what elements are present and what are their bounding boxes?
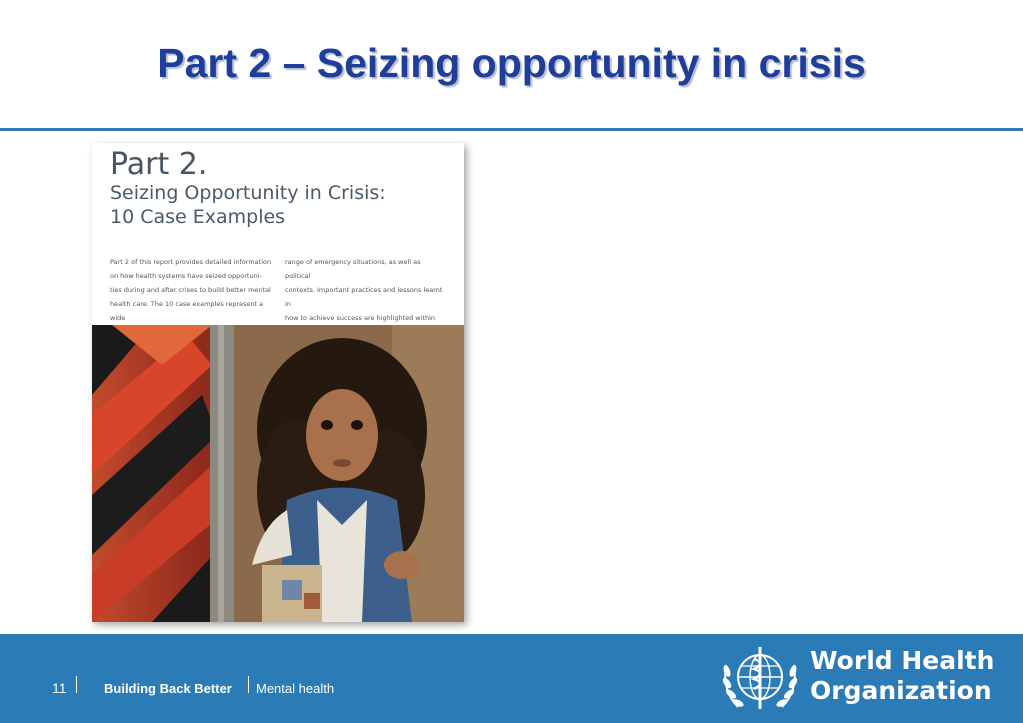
footer-subtitle: Mental health (256, 681, 335, 696)
document-body-left-column (110, 255, 273, 325)
footer-separator (76, 676, 77, 693)
document-subtitle-line-2: 10 Case Examples (110, 206, 286, 228)
body-line: ties during and after crises to build better mental (110, 286, 271, 294)
document-page-image (92, 143, 464, 622)
footer-title: Building Back Better (104, 681, 232, 696)
who-logo-line-2: Organization (810, 676, 992, 705)
who-emblem-icon (718, 643, 802, 715)
body-line: range of emergency situations, as well as political (285, 258, 421, 280)
cover-photo-child (92, 325, 464, 622)
body-line: on how health systems have seized opportuni- (110, 272, 262, 280)
who-logo-text (810, 646, 994, 706)
page-number: 11 (52, 680, 67, 696)
footer-separator (248, 676, 249, 693)
body-line: how to achieve success are highlighted within (285, 314, 436, 322)
body-line: contexts. Important practices and lessons learnt in (285, 286, 443, 308)
body-line: Part 2 of this report provides detailed information (110, 258, 272, 266)
cover-photo-illustration (92, 325, 464, 622)
document-part-heading: Part 2. (110, 147, 208, 182)
body-line: health care. The 10 case examples represent a wide (110, 300, 264, 322)
document-subtitle (110, 181, 386, 229)
slide-title: Part 2 – Seizing opportunity in crisis (157, 40, 866, 86)
who-logo-line-1: World Health (810, 646, 995, 675)
document-subtitle-line-1: Seizing Opportunity in Crisis: (110, 182, 386, 204)
title-divider (0, 128, 1023, 131)
